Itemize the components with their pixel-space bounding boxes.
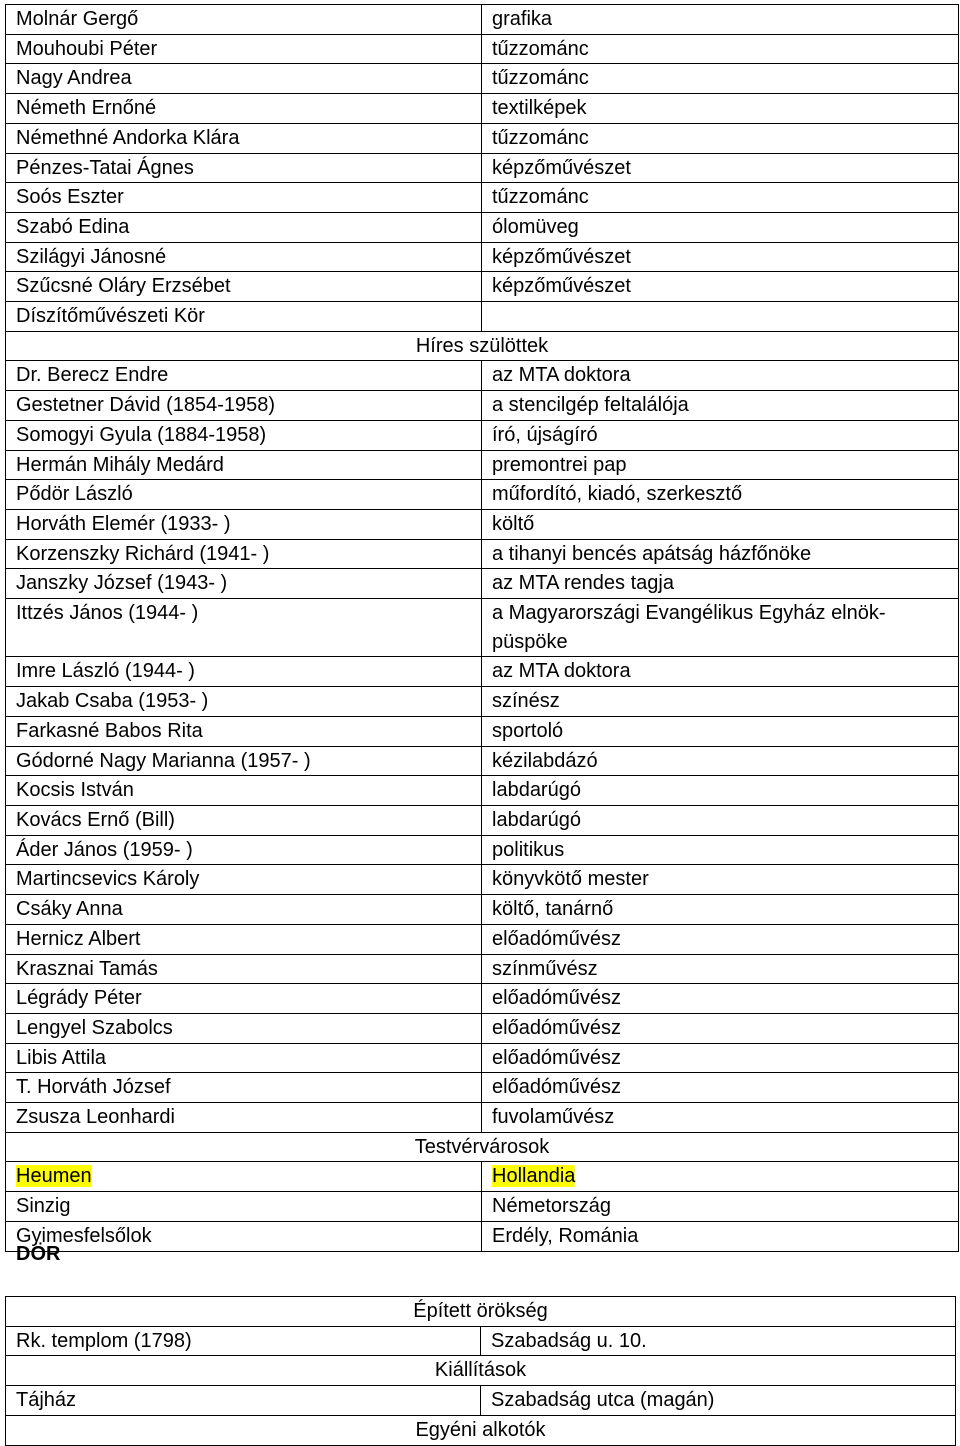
cell-text: Hollandia <box>492 1165 576 1188</box>
town-info-table <box>5 4 959 1252</box>
cell-text: Mouhoubi Péter <box>16 37 158 60</box>
famous-row-right <box>482 599 959 657</box>
cell-text: Díszítőművészeti Kör <box>16 305 205 328</box>
cell-text: képzőművészet <box>492 156 631 179</box>
cell-text: Szabadság u. 10. <box>491 1329 647 1352</box>
artist-row-right <box>482 5 959 35</box>
famous-row-right <box>482 657 959 687</box>
cell-text: Németh Ernőné <box>16 97 157 120</box>
famous-row <box>6 1013 959 1043</box>
cell-text: Tájház <box>16 1389 77 1412</box>
exhibition-row-right <box>481 1386 956 1416</box>
cell-text: az MTA doktora <box>492 364 631 387</box>
famous-row-left <box>6 776 482 806</box>
cell-text: a tihanyi bencés apátság házfőnöke <box>492 542 812 565</box>
cell-text: Kocsis István <box>16 779 134 802</box>
famous-row-left <box>6 716 482 746</box>
cell-text: költő, tanárnő <box>492 898 614 921</box>
cell-text: könyvkötő mester <box>492 868 649 891</box>
heritage-row <box>6 1326 956 1356</box>
cell-text: Áder János (1959- ) <box>16 838 193 861</box>
famous-row-right <box>482 776 959 806</box>
artist-row-left <box>6 34 482 64</box>
artist-row-left <box>6 212 482 242</box>
famous-row <box>6 420 959 450</box>
famous-row-left <box>6 569 482 599</box>
famous-row-right <box>482 835 959 865</box>
cell-text: költő <box>492 512 535 535</box>
cell-text: Szabó Edina <box>16 215 130 238</box>
cell-text: Csáky Anna <box>16 898 123 921</box>
famous-row-left <box>6 805 482 835</box>
famous-row-right <box>482 361 959 391</box>
cell-text: Szűcsné Oláry Erzsébet <box>16 275 231 298</box>
heritage-row-right <box>481 1326 956 1356</box>
heritage-header <box>6 1297 956 1327</box>
sister-header-cell: Testvérvárosok <box>6 1132 959 1162</box>
famous-row-right <box>482 480 959 510</box>
creators-header <box>6 1415 956 1445</box>
heritage-row-left <box>6 1326 481 1356</box>
exhibitions-header-cell: Kiállítások <box>6 1356 956 1386</box>
famous-row <box>6 1073 959 1103</box>
famous-row-right <box>482 569 959 599</box>
cell-text: tűzzománc <box>492 186 589 209</box>
famous-row <box>6 569 959 599</box>
famous-row <box>6 716 959 746</box>
cell-text: Libis Attila <box>16 1046 107 1069</box>
artist-row <box>6 5 959 35</box>
cell-text: az MTA rendes tagja <box>492 572 674 595</box>
artist-row-left <box>6 153 482 183</box>
artist-row <box>6 242 959 272</box>
cell-text: Lengyel Szabolcs <box>16 1016 173 1039</box>
famous-row <box>6 805 959 835</box>
famous-row-left <box>6 450 482 480</box>
artist-row-left <box>6 64 482 94</box>
cell-text: előadóművész <box>492 1016 621 1039</box>
famous-row-right <box>482 954 959 984</box>
famous-row <box>6 687 959 717</box>
famous-row <box>6 835 959 865</box>
cell-text: író, újságíró <box>492 423 598 446</box>
cell-text: Nagy Andrea <box>16 67 132 90</box>
famous-row-right <box>482 1073 959 1103</box>
famous-row-left <box>6 954 482 984</box>
cell-text: Sinzig <box>16 1195 71 1218</box>
sister-city-row <box>6 1162 959 1192</box>
famous-row <box>6 599 959 657</box>
artist-row <box>6 183 959 213</box>
famous-row <box>6 450 959 480</box>
famous-row-right <box>482 1013 959 1043</box>
artist-row-left <box>6 183 482 213</box>
cell-text: Soós Eszter <box>16 186 124 209</box>
artist-row-right <box>482 34 959 64</box>
famous-row-left <box>6 984 482 1014</box>
famous-row <box>6 924 959 954</box>
artist-row <box>6 34 959 64</box>
cell-text: premontrei pap <box>492 453 627 476</box>
cell-text: a stencilgép feltalálója <box>492 394 689 417</box>
artist-row-left <box>6 242 482 272</box>
cell-text: Zsusza Leonhardi <box>16 1106 175 1129</box>
famous-row-right <box>482 391 959 421</box>
famous-row <box>6 539 959 569</box>
cell-text: Gestetner Dávid (1854-1958) <box>16 394 276 417</box>
cell-text: Rk. templom (1798) <box>16 1329 192 1352</box>
exhibition-row-left <box>6 1386 481 1416</box>
sister-city-row-right <box>482 1162 959 1192</box>
artist-row-right <box>482 153 959 183</box>
cell-text: Korzenszky Richárd (1941- ) <box>16 542 270 565</box>
famous-row <box>6 509 959 539</box>
famous-row-left <box>6 509 482 539</box>
famous-row <box>6 746 959 776</box>
artist-row-left <box>6 94 482 124</box>
famous-row <box>6 776 959 806</box>
cell-text: Krasznai Tamás <box>16 957 158 980</box>
famous-row-right <box>482 716 959 746</box>
cell-text: színész <box>492 690 560 713</box>
artist-row-right <box>482 212 959 242</box>
cell-text: Somogyi Gyula (1884-1958) <box>16 423 267 446</box>
famous-row-left <box>6 1013 482 1043</box>
cell-text: Imre László (1944- ) <box>16 660 195 683</box>
artist-row-right <box>482 183 959 213</box>
sister-city-row-left <box>6 1192 482 1222</box>
famous-row-left <box>6 420 482 450</box>
exhibition-row <box>6 1386 956 1416</box>
famous-row-right <box>482 539 959 569</box>
famous-row <box>6 984 959 1014</box>
cell-text: Kovács Ernő (Bill) <box>16 808 175 831</box>
sister-city-row <box>6 1221 959 1251</box>
cell-text: tűzzománc <box>492 37 589 60</box>
famous-row-right <box>482 924 959 954</box>
artist-row-left <box>6 123 482 153</box>
cell-text: Heumen <box>16 1165 92 1188</box>
cell-text: labdarúgó <box>492 779 581 802</box>
famous-row <box>6 480 959 510</box>
artist-row-right <box>482 272 959 302</box>
cell-text: Gyimesfelsőlok <box>16 1224 152 1247</box>
cell-text: fuvolaművész <box>492 1106 615 1129</box>
cell-text: képzőművészet <box>492 245 631 268</box>
cell-text: műfordító, kiadó, szerkesztő <box>492 483 743 506</box>
artist-row-right <box>482 64 959 94</box>
famous-row-left <box>6 1103 482 1133</box>
cell-text: Jakab Csaba (1953- ) <box>16 690 209 713</box>
famous-row-right <box>482 509 959 539</box>
famous-row-left <box>6 361 482 391</box>
cell-text: Légrády Péter <box>16 987 142 1010</box>
artist-row-right <box>482 242 959 272</box>
cell-text: tűzzománc <box>492 67 589 90</box>
artist-row <box>6 212 959 242</box>
artist-row <box>6 302 959 332</box>
cell-text: előadóművész <box>492 1046 621 1069</box>
artist-row-left <box>6 272 482 302</box>
artist-row <box>6 272 959 302</box>
artist-row-left <box>6 5 482 35</box>
famous-row-right <box>482 1103 959 1133</box>
cell-text: az MTA doktora <box>492 660 631 683</box>
famous-row-right <box>482 746 959 776</box>
cell-text: a Magyarországi Evangélikus Egyház elnök-püspöke <box>492 602 886 653</box>
cell-text: sportoló <box>492 719 564 742</box>
famous-row <box>6 895 959 925</box>
famous-row-left <box>6 1043 482 1073</box>
cell-text: Horváth Elemér (1933- ) <box>16 512 231 535</box>
cell-text: Németország <box>492 1195 611 1218</box>
famous-row-left <box>6 539 482 569</box>
artist-row <box>6 123 959 153</box>
cell-text: kézilabdázó <box>492 749 598 772</box>
cell-text: Farkasné Babos Rita <box>16 719 203 742</box>
sister-header <box>6 1132 959 1162</box>
cell-text: színművész <box>492 957 598 980</box>
artist-row-right <box>482 302 959 332</box>
artist-row <box>6 153 959 183</box>
cell-text: labdarúgó <box>492 808 581 831</box>
artist-row-right <box>482 123 959 153</box>
cell-text: Pénzes-Tatai Ágnes <box>16 156 194 179</box>
famous-row <box>6 657 959 687</box>
cell-text: grafika <box>492 8 553 30</box>
cell-text: Dr. Berecz Endre <box>16 364 169 387</box>
cell-text: Pődör László <box>16 483 133 506</box>
cell-text: Janszky József (1943- ) <box>16 572 228 595</box>
cell-text: előadóművész <box>492 987 621 1010</box>
sister-city-row-right <box>482 1221 959 1251</box>
famous-row-right <box>482 805 959 835</box>
famous-row-left <box>6 657 482 687</box>
cell-text: Hernicz Albert <box>16 927 141 950</box>
cell-text: ólomüveg <box>492 215 579 238</box>
famous-header <box>6 331 959 361</box>
artist-row-right <box>482 94 959 124</box>
famous-row <box>6 865 959 895</box>
cell-text: Szabadság utca (magán) <box>491 1389 715 1412</box>
sister-city-row-right <box>482 1192 959 1222</box>
famous-row <box>6 361 959 391</box>
cell-text: képzőművészet <box>492 275 631 298</box>
famous-row-right <box>482 1043 959 1073</box>
famous-row-right <box>482 865 959 895</box>
famous-row <box>6 391 959 421</box>
famous-row-left <box>6 865 482 895</box>
famous-row-left <box>6 687 482 717</box>
famous-row-left <box>6 895 482 925</box>
famous-row-right <box>482 687 959 717</box>
artist-row-left <box>6 302 482 332</box>
famous-row-left <box>6 391 482 421</box>
cell-text: Erdély, Románia <box>492 1224 639 1247</box>
famous-row-right <box>482 895 959 925</box>
exhibitions-header <box>6 1356 956 1386</box>
famous-row <box>6 1103 959 1133</box>
famous-row <box>6 1043 959 1073</box>
cell-text: Hermán Mihály Medárd <box>16 453 224 476</box>
famous-row-left <box>6 746 482 776</box>
cell-text: tűzzománc <box>492 126 589 149</box>
cell-text: Ittzés János (1944- ) <box>16 602 199 625</box>
cell-text: T. Horváth József <box>16 1076 171 1099</box>
cell-text: Szilágyi Jánosné <box>16 245 167 268</box>
artist-row <box>6 94 959 124</box>
cell-text: Molnár Gergő <box>16 8 139 30</box>
famous-row-right <box>482 450 959 480</box>
creators-header-cell: Egyéni alkotók <box>6 1415 956 1445</box>
sister-city-row-left <box>6 1221 482 1251</box>
cell-text: előadóművész <box>492 927 621 950</box>
cell-text: előadóművész <box>492 1076 621 1099</box>
cell-text: Gódorné Nagy Marianna (1957- ) <box>16 749 311 772</box>
sister-city-row-left <box>6 1162 482 1192</box>
famous-row-right <box>482 420 959 450</box>
famous-header-cell: Híres szülöttek <box>6 331 959 361</box>
cell-text: politikus <box>492 838 565 861</box>
famous-row-left <box>6 599 482 657</box>
famous-row-right <box>482 984 959 1014</box>
famous-row-left <box>6 835 482 865</box>
famous-row-left <box>6 924 482 954</box>
dor-info-table <box>5 1296 956 1446</box>
famous-row-left <box>6 1073 482 1103</box>
section-title-dor: DÖR <box>16 1243 61 1265</box>
heritage-header-cell: Épített örökség <box>6 1297 956 1327</box>
sister-city-row <box>6 1192 959 1222</box>
famous-row <box>6 954 959 984</box>
cell-text: Martincsevics Károly <box>16 868 200 891</box>
cell-text: Némethné Andorka Klára <box>16 126 240 149</box>
cell-text: textilképek <box>492 97 587 120</box>
artist-row <box>6 64 959 94</box>
famous-row-left <box>6 480 482 510</box>
